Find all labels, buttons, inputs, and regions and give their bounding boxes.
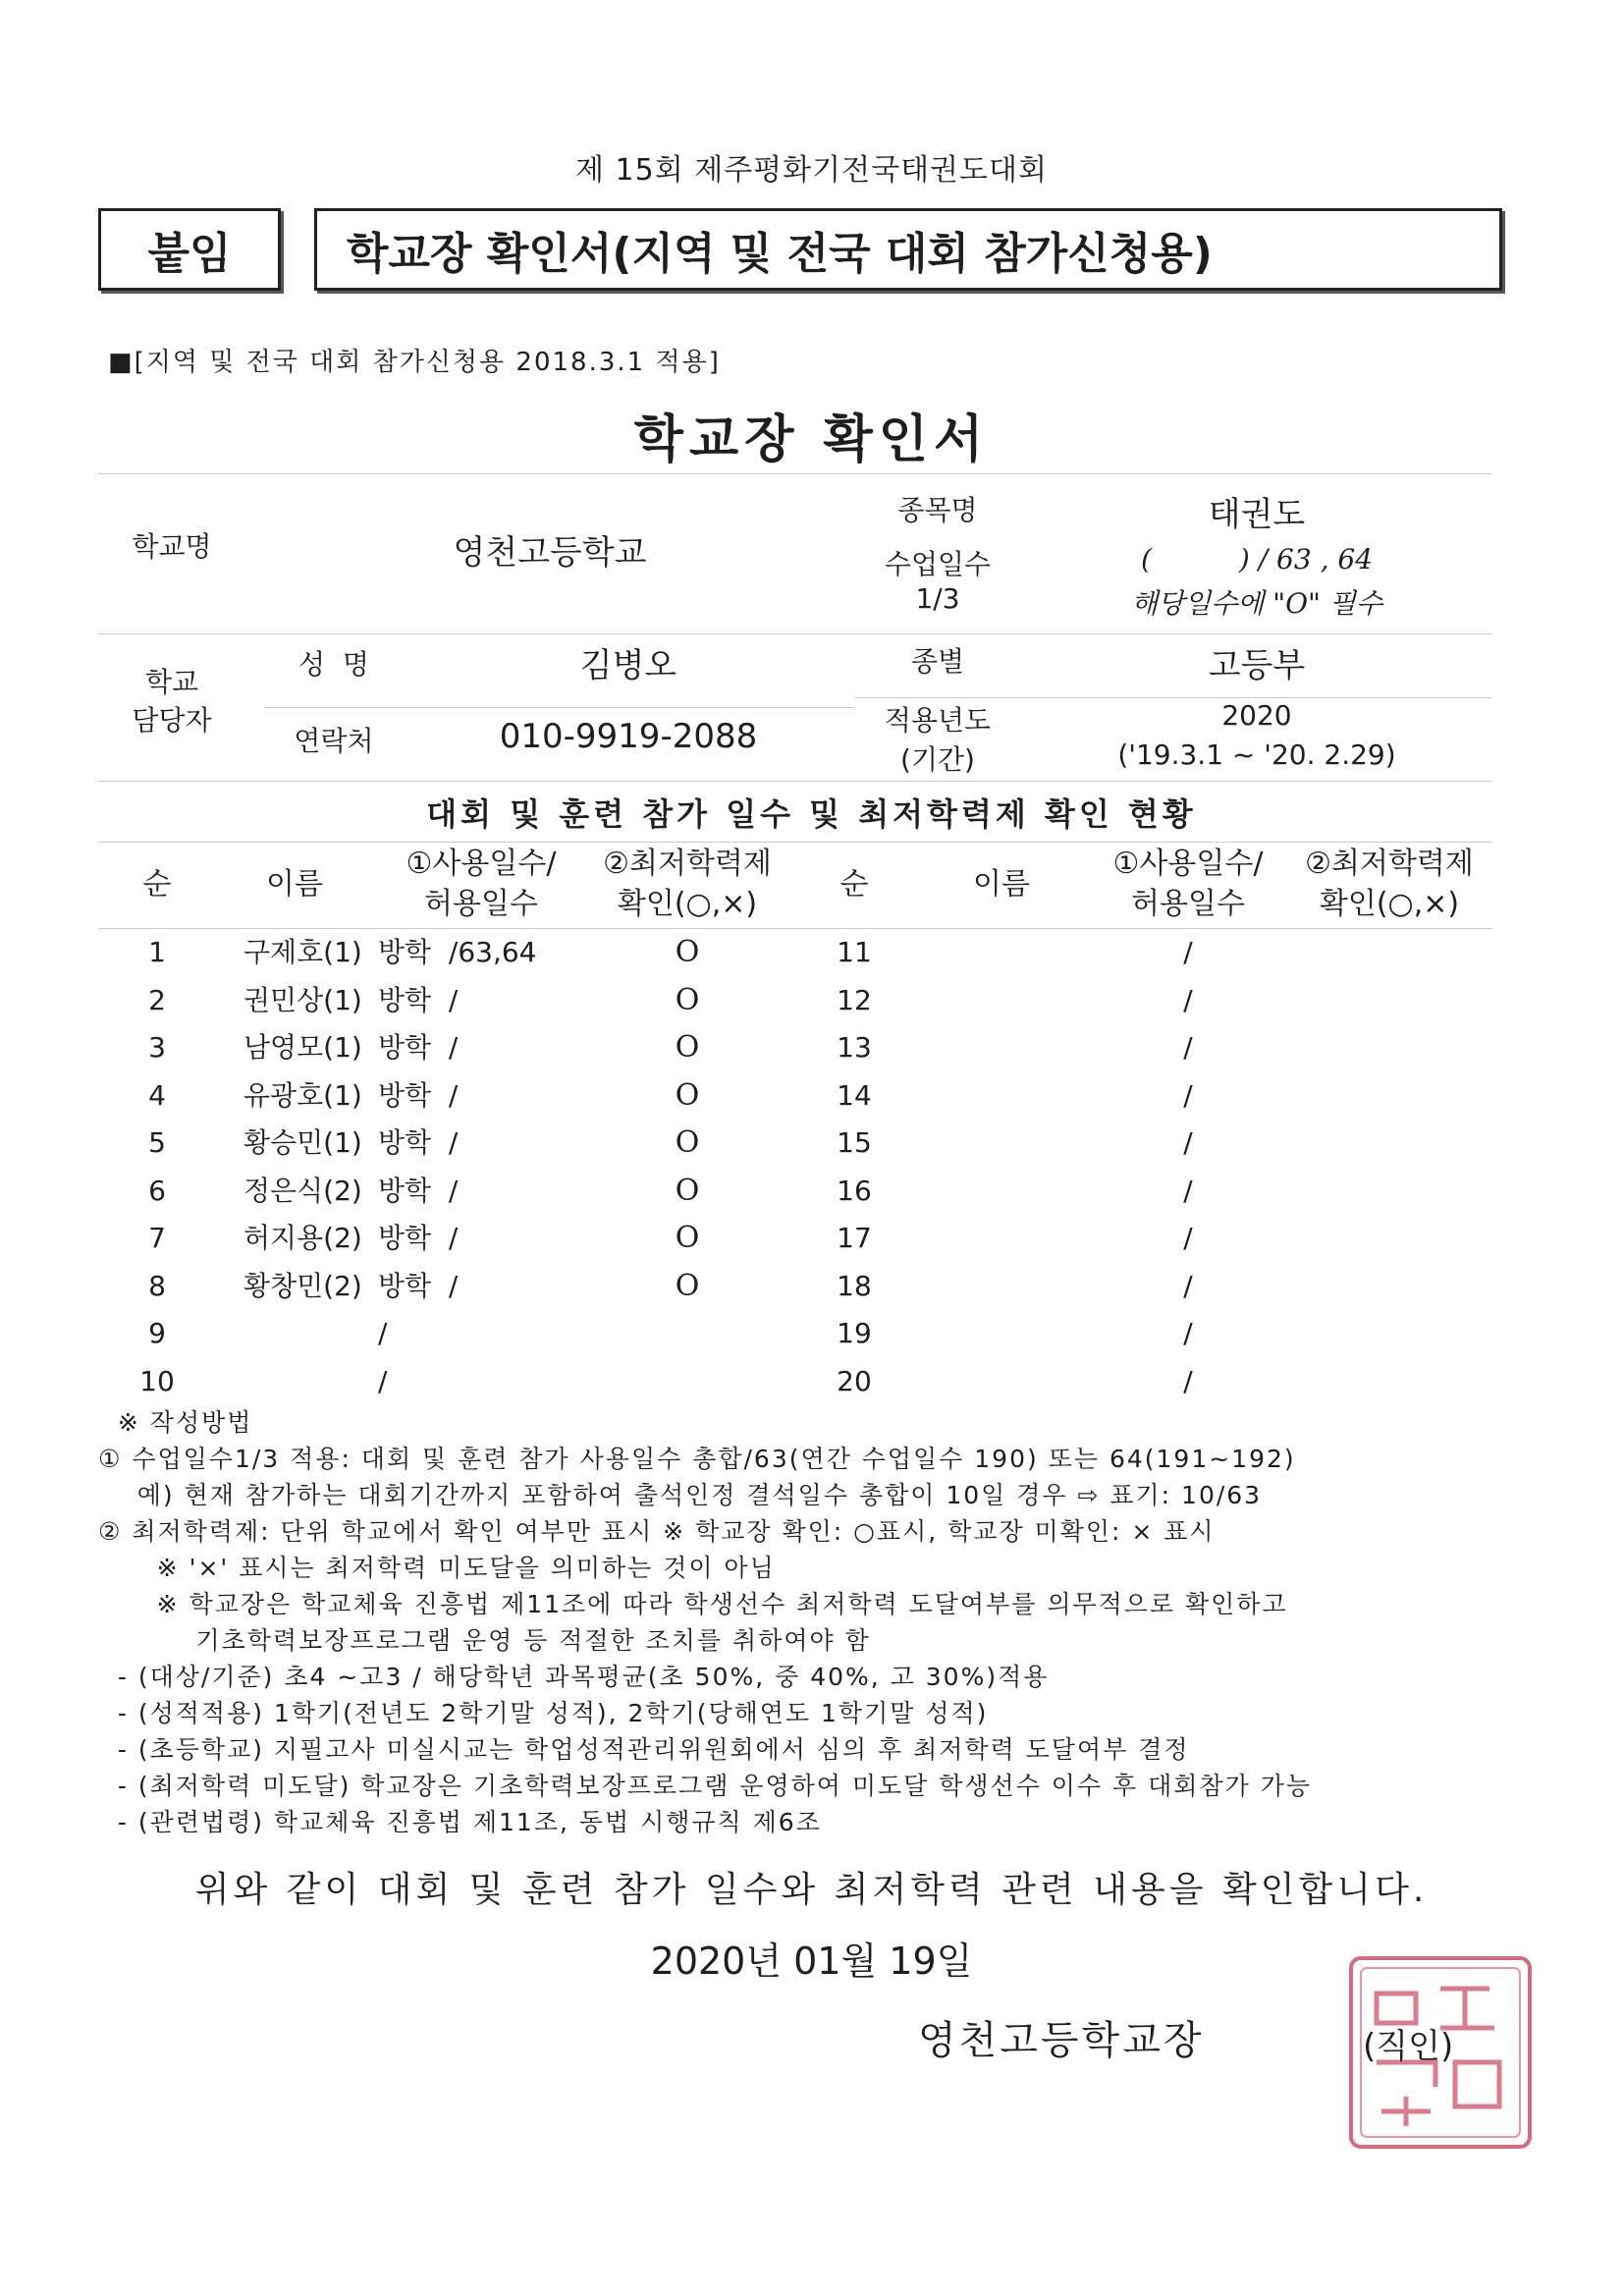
student-name [243, 1314, 371, 1353]
used-days-right: / [1183, 1269, 1193, 1302]
division-label: 종별 [910, 645, 965, 678]
writing-notes [98, 1404, 1312, 1840]
class-days-fraction: 1/3 [915, 582, 960, 615]
header-no-right: 순 [839, 867, 869, 902]
class-days-note: 해당일수에 "O" 필수 [1131, 587, 1382, 620]
header-check: ②최저학력제 [603, 847, 772, 881]
row-number: 4 [148, 1078, 166, 1112]
row-number-right: 20 [837, 1364, 872, 1397]
person-name: 김병오 [579, 646, 677, 685]
student-name: 정은식(2) [243, 1174, 362, 1207]
header-days-2: 허용일수 [424, 887, 538, 921]
student-name: 남영모(1) [243, 1031, 362, 1064]
divider [98, 633, 1492, 634]
used-days-right: / [1183, 1126, 1193, 1159]
header-no: 순 [142, 867, 172, 902]
divider [854, 697, 1492, 698]
row-number-right: 19 [837, 1317, 872, 1349]
academic-check: O [675, 1030, 700, 1065]
used-days-right: / [1183, 1078, 1193, 1112]
year-label-2: (기간) [900, 743, 975, 776]
person-name-label: 성 명 [298, 648, 369, 681]
used-days-right: / [1183, 1317, 1193, 1349]
divider [98, 473, 1492, 474]
academic-check: O [675, 1221, 700, 1255]
section-title: 대회 및 훈련 참가 일수 및 최저학력제 확인 현황 [426, 795, 1197, 833]
used-days: 방학 / [378, 1078, 459, 1112]
row-number: 3 [148, 1031, 166, 1064]
competition-title: 제 15회 제주평화기전국태권도대회 [575, 153, 1048, 188]
divider [98, 842, 1492, 843]
division-value: 고등부 [1208, 646, 1306, 685]
row-number-right: 13 [837, 1031, 872, 1064]
academic-check: O [675, 1173, 700, 1208]
student-name: 구제호(1) [243, 936, 362, 968]
row-number: 5 [148, 1126, 166, 1159]
header-days-right-2: 허용일수 [1131, 887, 1245, 921]
row-number-right: 14 [837, 1078, 872, 1112]
note-line: - (관련법령) 학교체육 진흥법 제11조, 동법 시행규칙 제6조 [98, 1808, 822, 1836]
note-line: - (성적적용) 1학기(전년도 2학기말 성적), 2학기(당해연도 1학기말 성적) [98, 1699, 989, 1727]
attachment-label: 붙임 [98, 208, 281, 291]
school-label: 학교명 [132, 530, 212, 563]
academic-check: O [675, 935, 700, 969]
header-name: 이름 [266, 867, 323, 902]
student-name: 황창민(2) [243, 1269, 362, 1302]
document-title: 학교장 확인서 [633, 410, 990, 469]
event-name: 태권도 [1208, 495, 1306, 534]
note-line: ※ 학교장은 학교체육 진흥법 제11조에 따라 학생선수 최저학력 도달여부를 의무적으로 확인하고 [98, 1590, 1288, 1618]
used-days: 방학 / [378, 1126, 459, 1159]
note-line: ② 최저학력제: 단위 학교에서 확인 여부만 표시 ※ 학교장 확인: ○표시, 학교장 미확인: × 표시 [98, 1517, 1216, 1546]
row-number: 1 [148, 936, 166, 968]
academic-check [584, 1362, 790, 1401]
used-days-right: / [1183, 1174, 1193, 1207]
used-days: 방학 / [378, 983, 459, 1016]
row-number-right: 16 [837, 1174, 872, 1207]
academic-check: O [675, 1125, 700, 1160]
year-label: 적용년도 [884, 704, 992, 737]
seal-label: (직인) [1363, 2027, 1454, 2066]
student-name: 유광호(1) [243, 1078, 362, 1112]
header-check-right: ②최저학력제 [1305, 847, 1474, 881]
row-number-right: 15 [837, 1126, 872, 1159]
used-days: 방학 / [378, 1174, 459, 1207]
class-days-value: ( ) / 63 , 64 [1140, 543, 1374, 575]
header-check-2: 확인(○,×) [617, 887, 758, 921]
row-number: 2 [148, 983, 166, 1016]
contact-label: 연락처 [294, 725, 374, 757]
note-line: ① 수업일수1/3 적용: 대회 및 훈련 참가 사용일수 총합/63(연간 수업일수 190) 또는 64(191~192) [98, 1445, 1296, 1473]
row-number-right: 11 [837, 936, 872, 968]
note-line: ※ '×' 표시는 최저학력 미도달을 의미하는 것이 아님 [98, 1554, 776, 1582]
form-title: 학교장 확인서(지역 및 전국 대회 참가신청용) [314, 208, 1502, 291]
header-check-right-2: 확인(○,×) [1319, 887, 1460, 921]
confirmation-date: 2020년 01월 19일 [650, 1940, 973, 1983]
period-value: ('19.3.1 ~ '20. 2.29) [1117, 738, 1396, 771]
used-days: / [378, 1317, 388, 1349]
used-days: 방학 / [378, 1269, 459, 1302]
principal-name: 영천고등학교장 [918, 2018, 1205, 2063]
note-line: - (대상/기준) 초4 ~고3 / 해당학년 과목평균(초 50%, 중 40%, 고 30%)적용 [98, 1663, 1050, 1691]
header-days-right: ①사용일수/ [1112, 847, 1264, 881]
used-days-right: / [1183, 983, 1193, 1016]
divider [265, 707, 854, 708]
student-name: 황승민(1) [243, 1126, 362, 1159]
confirmation-text: 위와 같이 대회 및 훈련 참가 일수와 최저학력 관련 내용을 확인합니다. [194, 1870, 1429, 1910]
used-days: / [378, 1364, 388, 1397]
student-name: 권민상(1) [243, 983, 362, 1016]
divider [98, 781, 1492, 782]
note-line: - (최저학력 미도달) 학교장은 기초학력보장프로그램 운영하여 미도달 학생선수 이수 후 대회참가 가능 [98, 1772, 1312, 1800]
used-days-right: / [1183, 1031, 1193, 1064]
academic-check: O [675, 982, 700, 1017]
year-value: 2020 [1221, 699, 1292, 732]
used-days: 방학 / [378, 1031, 459, 1064]
header-name-right: 이름 [973, 867, 1030, 902]
row-number: 8 [148, 1269, 166, 1302]
academic-check: O [675, 1268, 700, 1303]
header-days: ①사용일수/ [406, 847, 557, 881]
school-name: 영천고등학교 [453, 533, 647, 573]
row-number: 6 [148, 1174, 166, 1207]
note-line: ※ 작성방법 [98, 1408, 253, 1437]
student-name [243, 1362, 371, 1401]
academic-check: O [675, 1077, 700, 1113]
event-label: 종목명 [897, 494, 978, 526]
note-line: 기초학력보장프로그램 운영 등 적절한 조치를 취하여야 함 [98, 1626, 871, 1655]
row-number-right: 12 [837, 983, 872, 1016]
row-number: 10 [139, 1364, 175, 1397]
class-days-label: 수업일수 [884, 548, 992, 580]
used-days-right: / [1183, 1364, 1193, 1397]
academic-check [584, 1314, 790, 1353]
student-name: 허지용(2) [243, 1222, 362, 1254]
divider [98, 928, 1492, 929]
note-line: - (초등학교) 지필고사 미실시교는 학업성적관리위원회에서 심의 후 최저학력 도달여부 결정 [98, 1735, 1190, 1764]
used-days: 방학 /63,64 [378, 936, 537, 968]
contact-number: 010-9919-2088 [499, 717, 758, 756]
used-days-right: / [1183, 1222, 1193, 1254]
manager-label: 학교 [144, 666, 199, 698]
note-line: 예) 현재 참가하는 대회기간까지 포함하여 출석인정 결석일수 총합이 10일 경우 ⇨ 표기: 10/63 [98, 1481, 1263, 1509]
row-number: 9 [148, 1317, 166, 1349]
used-days-right: / [1183, 936, 1193, 968]
manager-label-2: 담당자 [132, 704, 212, 737]
row-number: 7 [148, 1222, 166, 1254]
apply-note: ■[지역 및 전국 대회 참가신청용 2018.3.1 적용] [108, 348, 721, 377]
row-number-right: 17 [837, 1222, 872, 1254]
used-days: 방학 / [378, 1222, 459, 1254]
row-number-right: 18 [837, 1269, 872, 1302]
